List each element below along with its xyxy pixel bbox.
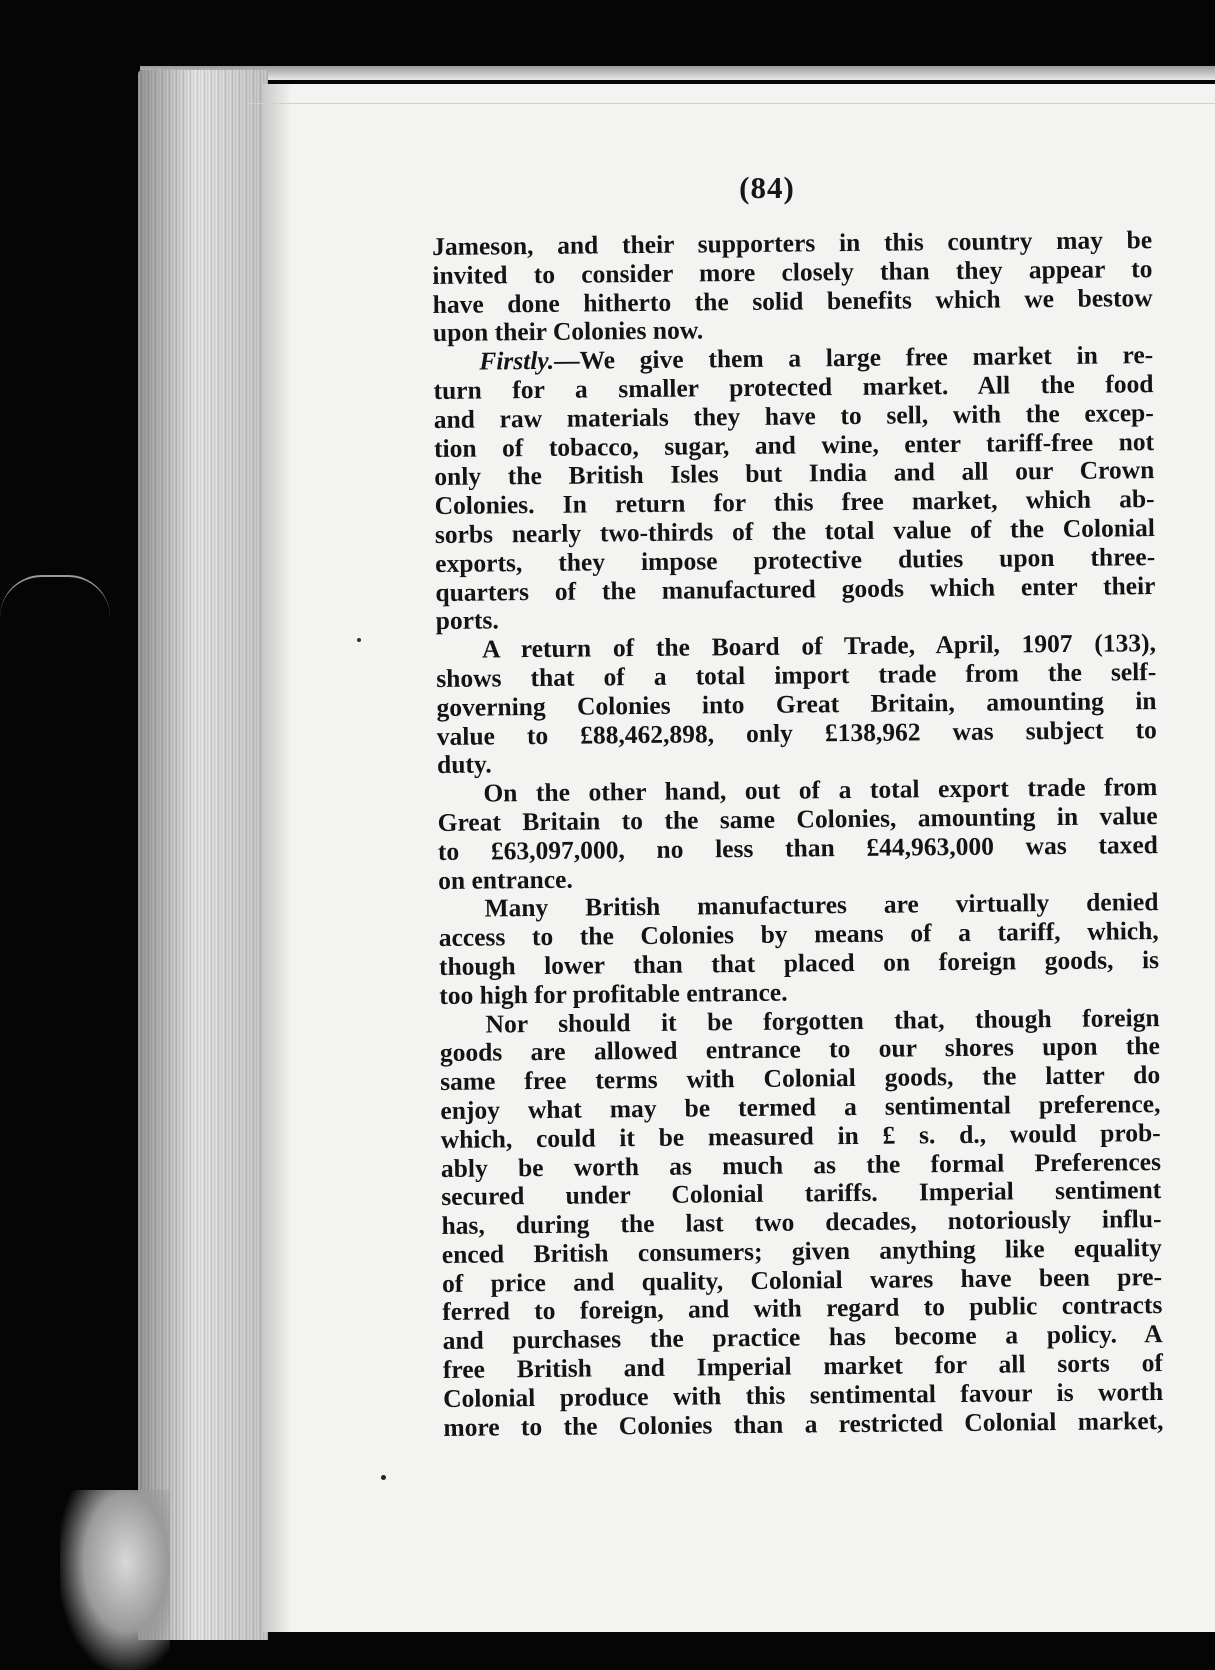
italic-lead: Firstly.	[479, 346, 555, 376]
text-line-content: access to the Colonies by means of a tariff, which,	[438, 916, 1159, 953]
text-line-content: Nor should it be forgotten that, though foreign	[485, 1002, 1160, 1039]
text-line-content: which, could it be measured in £ s. d., would prob-	[440, 1117, 1161, 1154]
ink-speck	[357, 638, 361, 642]
text-line-content: ably be worth as much as the formal Preferences	[440, 1146, 1162, 1183]
text-line-content: Colonial produce with this sentimental favour is worth	[443, 1376, 1164, 1413]
text-line-content: ports.	[435, 605, 499, 636]
text-line-content: has, during the last two decades, notoriously influ-	[441, 1204, 1162, 1241]
text-line-content: turn for a smaller protected market. All the food	[433, 369, 1154, 405]
text-line-content: Many British manufactures are virtually denied	[484, 887, 1159, 923]
text-line-content: too high for profitable entrance.	[439, 977, 788, 1010]
text-line-content: Colonies. In return for this free market, which ab-	[434, 484, 1155, 521]
text-line-content: Great Britain to the same Colonies, amounting in value	[437, 800, 1158, 837]
text-line-content: more to the Colonies than a restricted Colonial market,	[443, 1405, 1164, 1442]
text-line-content: have done hitherto the solid benefits which we bestow	[432, 282, 1153, 319]
text-line-content: exports, they impose protective duties upon three-	[435, 541, 1156, 578]
text-line-content: to £63,097,000, no less than £44,963,000 was taxed	[437, 829, 1159, 866]
torn-page-corner	[60, 1490, 170, 1670]
text-line-content: enjoy what may be termed a sentimental preference,	[440, 1088, 1161, 1125]
text-line-content: same free terms with Colonial goods, the latter do	[440, 1060, 1161, 1097]
text-line-content: invited to consider more closely than they appear to	[432, 253, 1153, 290]
text-line-content: free British and Imperial market for all sorts of	[442, 1348, 1164, 1385]
text-line-content: on entrance.	[438, 864, 573, 895]
body-text	[432, 226, 1164, 1442]
page-number: (84)	[739, 170, 795, 205]
text-line-content: ferred to foreign, and with regard to public contracts	[442, 1290, 1163, 1327]
text-line-content: On the other hand, out of a total export trade from	[483, 772, 1158, 808]
text-line-content: A return of the Board of Trade, April, 1907 (133),	[481, 628, 1157, 664]
text-line-content: enced British consumers; given anything like equality	[441, 1232, 1162, 1269]
text-line-content: goods are allowed entrance to our shores upon the	[439, 1031, 1160, 1068]
text-line-content: and raw materials they have to sell, with the excep-	[433, 397, 1154, 434]
text-line-content: of price and quality, Colonial wares have been pre-	[441, 1261, 1163, 1298]
text-line-content: governing Colonies into Great Britain, amounting in	[436, 685, 1157, 722]
ink-speck	[381, 1475, 386, 1480]
text-line-content: and purchases the practice has become a policy. A	[442, 1319, 1163, 1356]
text-line-content: sorbs nearly two-thirds of the total value of the Colonial	[434, 513, 1155, 549]
text-line-content: upon their Colonies now.	[432, 315, 704, 348]
text-line-content: only the British Isles but India and all our Crown	[434, 455, 1155, 492]
text-line-content: though lower than that placed on foreign goods, is	[438, 944, 1160, 981]
book-top-edge	[140, 66, 1215, 80]
text-line-content: duty.	[436, 749, 492, 780]
text-line-content: tion of tobacco, sugar, and wine, enter tariff-free not	[433, 426, 1155, 463]
text-line-content: quarters of the manufactured goods which enter their	[435, 570, 1156, 607]
text-line-content: Jameson, and their supporters in this country may be	[431, 225, 1153, 261]
text-line-content: secured under Colonial tariffs. Imperial sentiment	[441, 1175, 1162, 1212]
text-line-content: —We give them a large free market in re-	[553, 340, 1154, 376]
text-line-content: value to £88,462,898, only £138,962 was subject to	[436, 714, 1157, 751]
text-line-content: shows that of a total import trade from the self-	[436, 657, 1157, 693]
